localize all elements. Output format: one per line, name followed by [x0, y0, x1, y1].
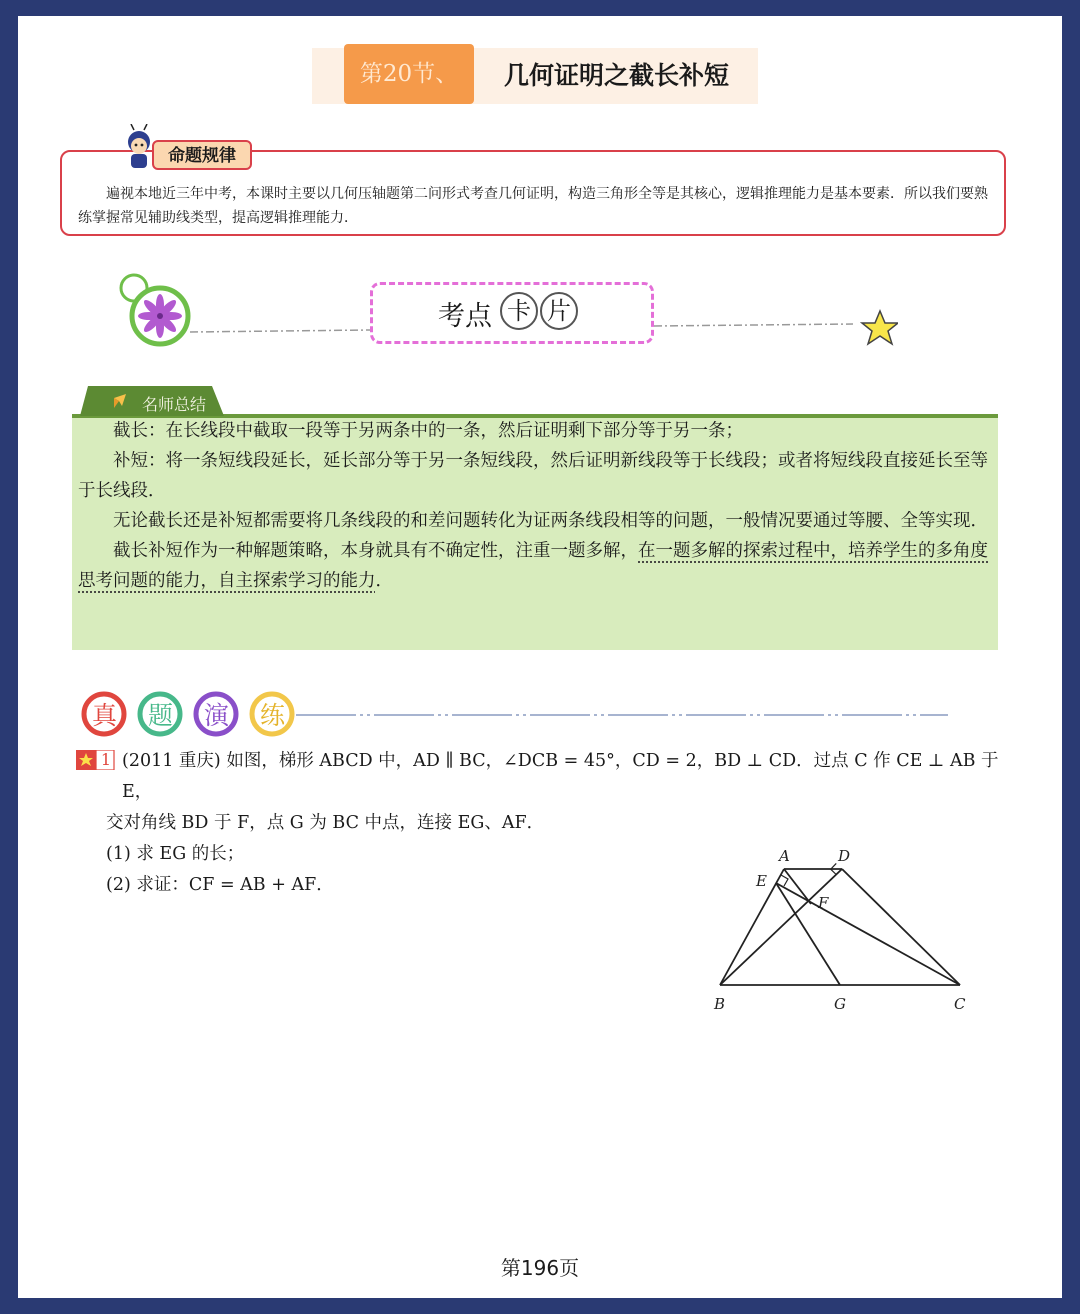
question-line1: (2011 重庆) 如图，梯形 ABCD 中，AD ∥ BC，∠DCB = 45°，CD = 2，BD ⊥ CD．过点 C 作 CE ⊥ AB 于 E，: [122, 751, 999, 802]
summary-strategy-a: 截长补短作为一种解题策略，本身就具有不确定性，注重一题多解，: [113, 541, 638, 561]
practice-char-lian: 练: [260, 701, 286, 730]
summary-jiechang: 截长：在长线段中截取一段等于另两条中的一条，然后证明剩下部分等于另一条；: [113, 421, 743, 441]
section-number: 第20节、: [344, 44, 474, 104]
practice-char-ti: 题: [148, 701, 174, 730]
label-D: D: [838, 847, 851, 865]
question-part1: (1) 求 EG 的长；: [106, 844, 245, 864]
rule-tab: 命题规律: [152, 140, 252, 170]
kaodian-char-ka: 卡: [500, 292, 538, 330]
section-title: 几何证明之截长补短: [504, 61, 730, 90]
question-part2: (2) 求证：CF = AB + AF．: [106, 875, 334, 895]
summary-buduan: 补短：将一条短线段延长，延长部分等于另一条短线段，然后证明新线段等于长线段；或者将短线段直接延长至等于长线段．: [78, 451, 988, 501]
trapezoid-figure: [708, 844, 988, 1024]
label-A: A: [779, 847, 790, 865]
summary-text: [78, 416, 994, 596]
mascot-icon: [122, 124, 156, 170]
label-B: B: [714, 995, 726, 1013]
summary-strategy-emphasis: 在一题多解的探索过程中，培养学生的多角度思考问题的能力，自主探索学习的能力: [78, 541, 988, 591]
practice-char-zhen: 真: [92, 701, 118, 730]
label-F: F: [818, 894, 829, 912]
kaodian-char-pian: 片: [540, 292, 578, 330]
summary-tab-label: 名师总结: [142, 395, 207, 414]
label-E: E: [756, 872, 767, 890]
summary-strategy: [78, 536, 994, 596]
label-G: G: [834, 995, 846, 1013]
page-number: 第196页: [500, 1256, 580, 1280]
summary-general: 无论截长还是补短都需要将几条线段的和差问题转化为证两条线段相等的问题，一般情况要通过等腰、全等实现．: [113, 511, 988, 531]
kaodian-label: 考点: [438, 301, 492, 332]
page: [18, 16, 1062, 1298]
label-C: C: [954, 995, 966, 1013]
practice-char-yan: 演: [204, 701, 230, 730]
question-line2: 交对角线 BD 于 F，点 G 为 BC 中点，连接 EG、AF．: [106, 813, 545, 833]
rule-text: 遍视本地近三年中考，本课时主要以几何压轴题第二问形式考查几何证明，构造三角形全等是其核心，逻辑推理能力是基本要素．所以我们要熟练掌握常见辅助线类型，提高逻辑推理能力．: [78, 186, 988, 226]
summary-strategy-end: ．: [375, 571, 393, 591]
question-number: 1: [100, 750, 112, 769]
